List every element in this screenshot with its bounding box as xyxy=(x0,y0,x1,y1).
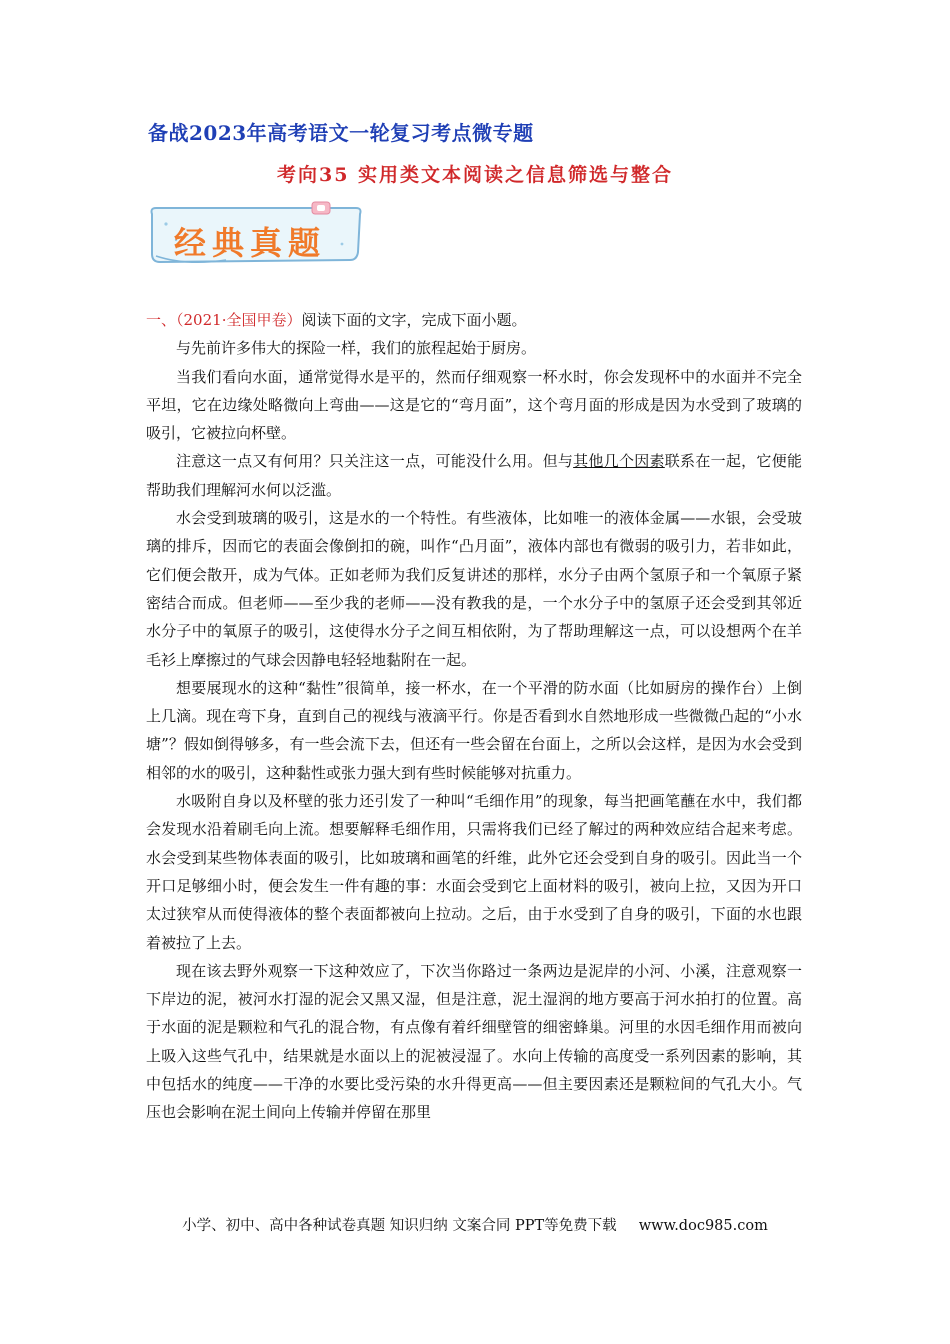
question-instruction: 阅读下面的文字，完成下面小题。 xyxy=(301,311,527,329)
paragraph: 与先前许多伟大的探险一样，我们的旅程起始于厨房。 xyxy=(176,339,537,358)
paragraph: 想要展现水的这种“黏性”很简单，接一杯水，在一个平滑的防水面（比如厨房的操作台）上倒上几滴。现在弯下身，直到自己的视线与液滴平行。你是否看到水自然地形成一些微微凸起的“小水塘”？假如倒得够多，有一些会流下去，但还有一些会留在台面上，之所以会这样，是因为水会受到相邻的水的吸引，这种黏性或张力强大到有些时候能够对抗重力。 xyxy=(146,678,802,782)
question-source: （2021·全国甲卷） xyxy=(176,311,302,329)
question-number: 一、 xyxy=(146,311,177,329)
paragraph: 水吸附自身以及杯壁的张力还引发了一种叫“毛细作用”的现象，每当把画笔蘸在水中，我们都会发现水沿着刷毛向上流。想要解释毛细作用，只需将我们已经了解过的两种效应结合起来考虑。水会受到某些物体表面的吸引，比如玻璃和画笔的纤维，此外它还会受到自身的吸引。因此当一个开口足够细小时，便会发生一件有趣的事：水面会受到它上面材料的吸引，被向上拉，又因为开口太过狭窄从而使得液体的整个表面都被向上拉动。之后，由于水受到了自身的吸引，下面的水也跟着被拉了上去。 xyxy=(146,792,802,952)
section-badge xyxy=(146,200,368,270)
footer-url[interactable]: www.doc985.com xyxy=(638,1218,768,1234)
paragraph: 水会受到玻璃的吸引，这是水的一个特性。有些液体，比如唯一的液体金属——水银，会受玻璃的排斥，因而它的表面会像倒扣的碗，叫作“凸月面”，液体内部也有微弱的吸引力，若非如此，它们便会散开，成为气体。正如老师为我们反复讲述的那样，水分子由两个氢原子和一个氧原子紧密结合而成。但老师——至少我的老师——没有教我的是，一个水分子中的氢原子还会受到其邻近水分子中的氧原子的吸引，这使得水分子之间互相依附，为了帮助理解这一点，可以设想两个在羊毛衫上摩擦过的气球会因静电轻轻地黏附在一起。 xyxy=(146,509,802,669)
paragraph-text: 注意这一点又有何用？只关注这一点，可能没什么用。但与 xyxy=(176,452,574,471)
document-subtitle: 考向35 实用类文本阅读之信息筛选与整合 xyxy=(276,164,674,186)
question-header xyxy=(146,306,802,334)
page-footer xyxy=(0,1214,950,1235)
footer-text: 小学、初中、高中各种试卷真题 知识归纳 文案合同 PPT等免费下载 xyxy=(182,1218,617,1234)
paragraph-text: 联系在一起，它便能帮助我们理解河水何以泛滥。 xyxy=(146,452,802,499)
badge-label: 经典真题 xyxy=(174,224,327,262)
article-body xyxy=(146,306,802,1127)
underlined-phrase: 其他几个因素 xyxy=(573,452,665,471)
document-title: 备战2023年高考语文一轮复习考点微专题 xyxy=(148,121,534,145)
paragraph-underlined xyxy=(146,447,802,504)
paragraph: 现在该去野外观察一下这种效应了，下次当你路过一条两边是泥岸的小河、小溪，注意观察一下岸边的泥，被河水打湿的泥会又黑又湿，但是注意，泥土湿润的地方要高于河水拍打的位置。高于水面的泥是颗粒和气孔的混合物，有点像有着纤细壁管的细密蜂巢。河里的水因毛细作用而被向上吸入这些气孔中，结果就是水面以上的泥被浸湿了。水向上传输的高度受一系列因素的影响，其中包括水的纯度——干净的水要比受污染的水升得更高——但主要因素还是颗粒间的气孔大小。气压也会影响在泥土间向上传输并停留在那里 xyxy=(146,961,802,1122)
paragraph: 当我们看向水面，通常觉得水是平的，然而仔细观察一杯水时，你会发现杯中的水面并不完全平坦，它在边缘处略微向上弯曲——这是它的“弯月面”，这个弯月面的形成是因为水受到了玻璃的吸引，它被拉向杯壁。 xyxy=(146,367,802,443)
